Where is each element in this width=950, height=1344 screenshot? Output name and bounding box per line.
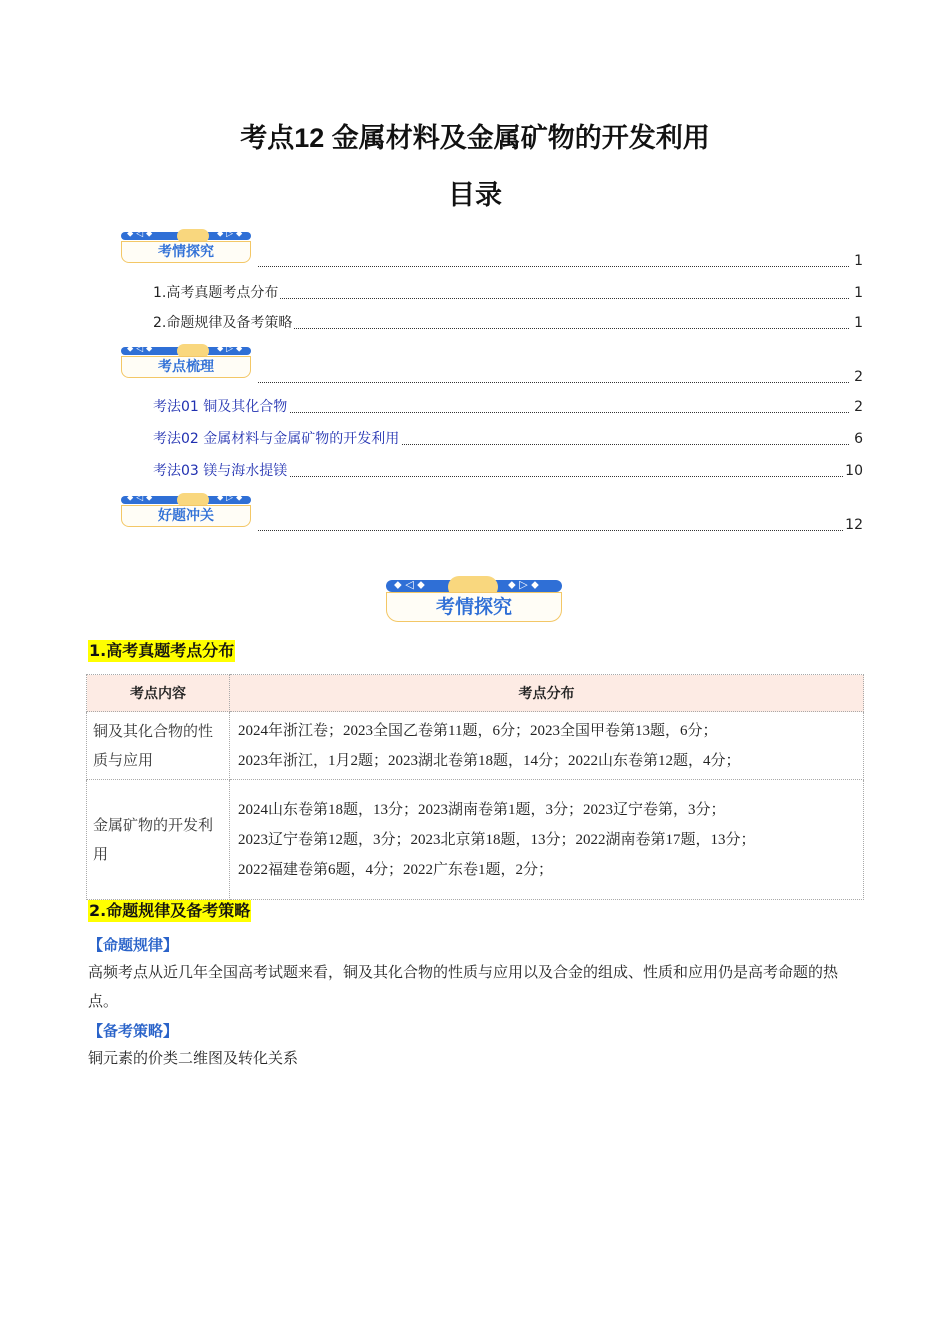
toc-page: 1 — [854, 285, 863, 301]
toc-entry-text: 考法01 铜及其化合物 — [153, 399, 288, 415]
toc-entry-text — [255, 517, 257, 533]
badge-label: 好题冲关 — [158, 508, 214, 524]
toc-entry-text: 1.高考真题考点分布 — [153, 285, 279, 301]
strategy-title: 【备考策略】 — [88, 1022, 179, 1040]
toc-entry-text — [255, 253, 257, 269]
table-header-row — [87, 675, 864, 712]
toc-page: 2 — [854, 399, 863, 415]
toc-title: 目录 — [448, 180, 502, 210]
toc-entry-text: 考法02 金属材料与金属矿物的开发利用 — [153, 431, 400, 447]
section-heading-exam-distribution: 1.高考真题考点分布 — [89, 641, 235, 660]
badge-kaoqing-section: ⬥ ◁ ⬥ ⬥ ▷ ⬥ 考情探究 — [386, 576, 562, 622]
strategy-text: 铜元素的价类二维图及转化关系 — [88, 1049, 299, 1067]
badge-label: 考点梳理 — [158, 359, 214, 375]
distribution-cell — [230, 780, 864, 900]
toc-page: 12 — [845, 517, 863, 533]
toc-entry[interactable] — [153, 397, 863, 417]
toc-entry-text — [255, 369, 257, 385]
badge-kaodian-toc: ⬥ ◁ ⬥ ⬥ ▷ ⬥ 考点梳理 — [121, 344, 251, 378]
toc-entry[interactable] — [153, 283, 863, 303]
distribution-line: 2023辽宁卷第12题，3分；2023北京第18题，13分；2022湖南卷第17题，13分； — [238, 831, 756, 848]
table-row — [87, 712, 864, 780]
document-title: 考点12 金属材料及金属矿物的开发利用 — [240, 123, 710, 153]
badge-kaoqing-toc: ⬥ ◁ ⬥ ⬥ ▷ ⬥ 考情探究 — [121, 229, 251, 263]
badge-label: 考情探究 — [158, 244, 214, 260]
topic-cell: 铜及其化合物的性质与应用 — [87, 712, 230, 780]
toc-page: 6 — [854, 431, 863, 447]
toc-page: 1 — [854, 315, 863, 331]
table-header: 考点分布 — [230, 675, 864, 712]
toc-entry[interactable] — [255, 367, 863, 387]
badge-label: 考情探究 — [435, 596, 512, 618]
toc-entry[interactable] — [255, 251, 863, 271]
distribution-line: 2023年浙江，1月2题；2023湖北卷第18题，14分；2022山东卷第12题，4分； — [238, 752, 741, 769]
distribution-line: 2024山东卷第18题，13分；2023湖南卷第1题，3分；2023辽宁卷第，3分； — [238, 801, 726, 818]
toc-entry[interactable] — [153, 429, 863, 449]
toc-entry-text: 考法03 镁与海水提镁 — [153, 463, 288, 479]
rule-text: 高频考点从近几年全国高考试题来看，铜及其化合物的性质与应用以及合金的组成、性质和应用仍是高考命题的热点。 — [88, 963, 839, 1010]
toc-page: 2 — [854, 369, 863, 385]
rule-title: 【命题规律】 — [88, 936, 179, 954]
distribution-line: 2022福建卷第6题，4分；2022广东卷1题，2分； — [238, 861, 554, 878]
toc-entry[interactable] — [255, 515, 863, 535]
toc-entry-text: 2.命题规律及备考策略 — [153, 315, 293, 331]
section-heading-rules-strategy: 2.命题规律及备考策略 — [89, 901, 251, 920]
toc-entry[interactable] — [153, 461, 863, 481]
topic-cell: 金属矿物的开发利用 — [87, 780, 230, 900]
table-row — [87, 780, 864, 900]
badge-haoti-toc: ⬥ ◁ ⬥ ⬥ ▷ ⬥ 好题冲关 — [121, 493, 251, 527]
exam-distribution-table — [86, 674, 864, 900]
table-header: 考点内容 — [87, 675, 230, 712]
toc-page: 10 — [845, 463, 863, 479]
toc-entry[interactable] — [153, 313, 863, 333]
distribution-line: 2024年浙江卷；2023全国乙卷第11题，6分；2023全国甲卷第13题，6分； — [238, 722, 718, 739]
distribution-cell — [230, 712, 864, 780]
toc-page: 1 — [854, 253, 863, 269]
